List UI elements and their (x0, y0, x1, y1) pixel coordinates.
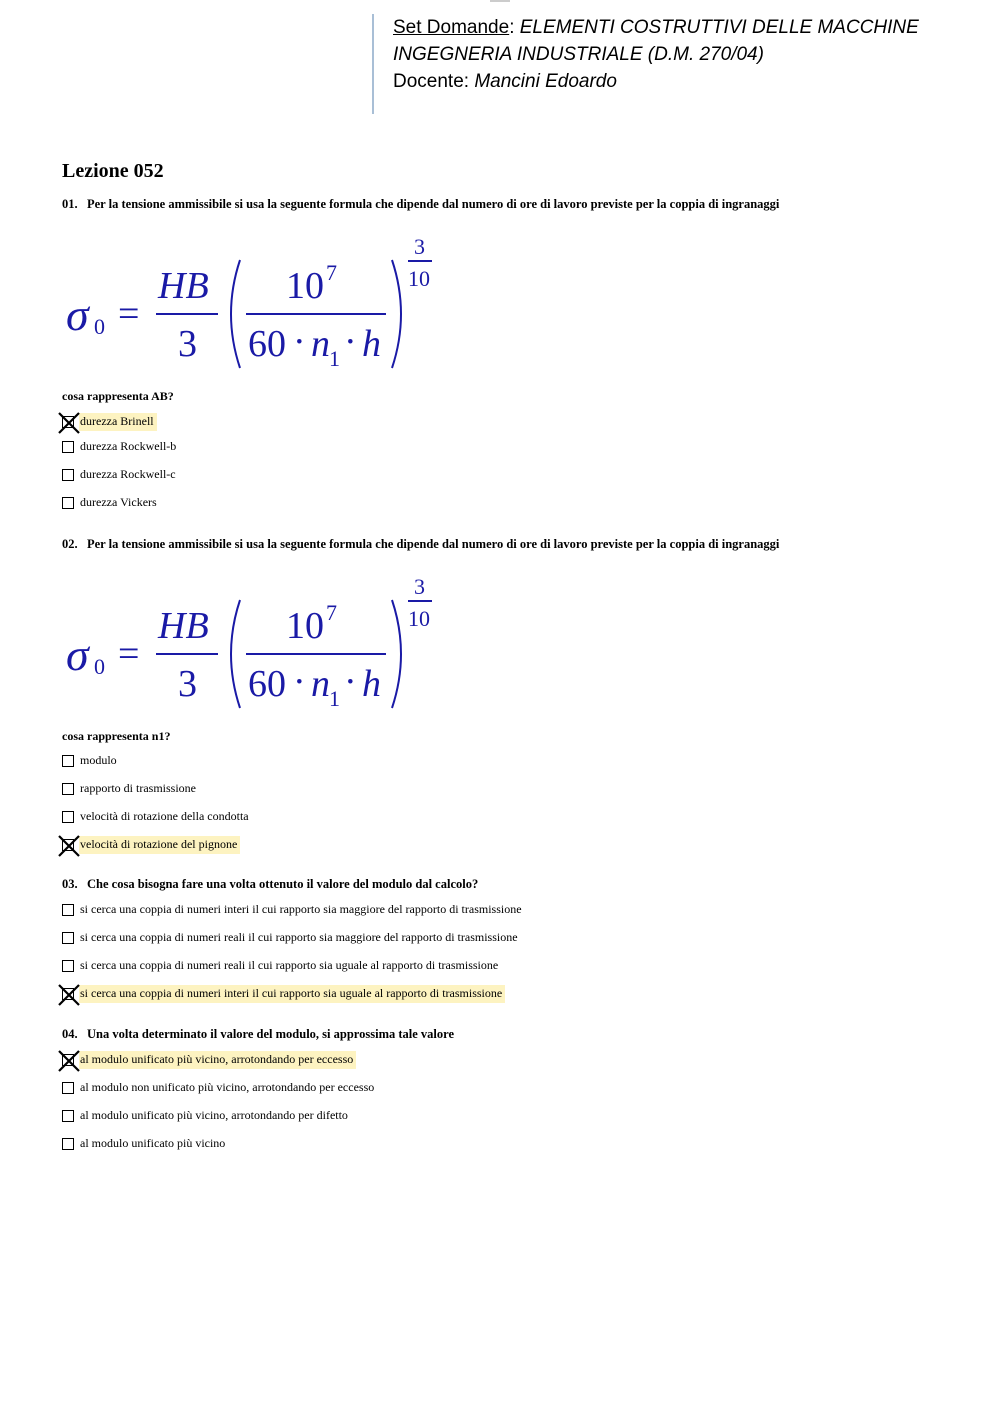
formula-equals: = (118, 633, 140, 675)
answer-label: si cerca una coppia di numeri interi il cui rapporto sia maggiore del rapporto di trasmissione (80, 902, 522, 916)
answer-checkbox[interactable] (62, 1082, 74, 1094)
formula-ten-exp: 7 (326, 600, 337, 625)
formula-sigma-sub: 0 (94, 314, 105, 339)
header-line-2 (393, 41, 952, 68)
question-number: 02. (62, 537, 78, 551)
docente-label: Docente: (393, 71, 470, 92)
answer-checkbox[interactable] (62, 1138, 74, 1150)
answer-label: al modulo unificato più vicino, arrotondando per eccesso (79, 1051, 356, 1069)
answer-option[interactable] (62, 957, 501, 975)
question-number: 04. (62, 1027, 78, 1041)
answer-checkbox[interactable] (62, 1110, 74, 1122)
answer-label: modulo (80, 753, 117, 767)
header-line-3 (393, 68, 952, 95)
answer-label: al modulo non unificato più vicino, arrotondando per eccesso (80, 1080, 375, 1094)
formula-n-sub: 1 (329, 346, 340, 371)
answer-checkbox[interactable] (62, 416, 74, 428)
check-x-icon (57, 983, 81, 1007)
header-line-1 (393, 14, 952, 41)
answer-option[interactable] (62, 752, 120, 770)
answer-checkbox[interactable] (62, 904, 74, 916)
answer-option[interactable] (62, 466, 179, 484)
formula-exp-num: 3 (414, 574, 425, 599)
formula-three: 3 (178, 663, 197, 705)
answer-option[interactable] (62, 836, 240, 854)
formula-h: h (362, 323, 381, 365)
answer-checkbox[interactable] (62, 755, 74, 767)
answer-option[interactable] (62, 1107, 351, 1125)
formula-paren-right (392, 600, 401, 708)
set-label: Set Domande (393, 17, 510, 38)
answer-label: si cerca una coppia di numeri interi il cui rapporto sia uguale al rapporto di trasmissione (79, 985, 505, 1003)
question-text: Per la tensione ammissibile si usa la seguente formula che dipende dal numero di ore di lavoro previste per la coppia di ingranaggi (87, 197, 780, 211)
formula-h: h (362, 663, 381, 705)
answer-label: al modulo unificato più vicino, arrotondando per difetto (80, 1108, 348, 1122)
formula-ten: 10 (286, 605, 324, 647)
formula-equals: = (118, 293, 140, 335)
answer-checkbox[interactable] (62, 932, 74, 944)
formula-sigma-sub: 0 (94, 654, 105, 679)
answer-option[interactable] (62, 1135, 228, 1153)
course-header (372, 14, 952, 114)
formula-image (62, 568, 442, 718)
question-text: Per la tensione ammissibile si usa la seguente formula che dipende dal numero di ore di lavoro previste per la coppia di ingranaggi (87, 537, 780, 551)
formula-exp-den: 10 (408, 606, 430, 631)
answer-checkbox[interactable] (62, 469, 74, 481)
answer-option[interactable] (62, 494, 160, 512)
formula-exp-num: 3 (414, 234, 425, 259)
answer-label: si cerca una coppia di numeri reali il cui rapporto sia maggiore del rapporto di trasmissione (80, 930, 518, 944)
formula-n: n (311, 323, 330, 365)
answer-option[interactable] (62, 413, 157, 431)
question-text: Che cosa bisogna fare una volta ottenuto il valore del modulo dal calcolo? (87, 877, 479, 891)
answer-checkbox[interactable] (62, 497, 74, 509)
formula-n-sub: 1 (329, 686, 340, 711)
answer-checkbox[interactable] (62, 441, 74, 453)
formula-paren-left (231, 260, 240, 368)
formula-sigma: σ (66, 289, 89, 340)
answer-checkbox[interactable] (62, 839, 74, 851)
question-02-sub: cosa rappresenta n1? (62, 729, 171, 743)
question-02 (62, 537, 779, 552)
answer-label: durezza Vickers (80, 495, 157, 509)
check-x-icon (57, 411, 81, 435)
formula-dot-2: · (344, 321, 357, 363)
course-title-line1: ELEMENTI COSTRUTTIVI DELLE MACCHINE (519, 17, 919, 38)
answer-label: al modulo unificato più vicino (80, 1136, 226, 1150)
formula-dot-2: · (344, 661, 357, 703)
formula-ten-exp: 7 (326, 260, 337, 285)
question-text: Una volta determinato il valore del modulo, si approssima tale valore (87, 1027, 455, 1041)
lesson-title: Lezione 052 (62, 160, 164, 182)
answer-checkbox[interactable] (62, 811, 74, 823)
answer-option[interactable] (62, 929, 521, 947)
answer-label: velocità di rotazione della condotta (80, 809, 249, 823)
course-title-line2: INGEGNERIA INDUSTRIALE (D.M. 270/04) (393, 44, 764, 65)
answer-label: velocità di rotazione del pignone (79, 836, 240, 854)
answer-checkbox[interactable] (62, 988, 74, 1000)
formula-n: n (311, 663, 330, 705)
answer-option[interactable] (62, 438, 179, 456)
formula-dot-1: · (293, 661, 306, 703)
formula-sixty: 60 (248, 663, 286, 705)
answer-option[interactable] (62, 985, 505, 1003)
answer-option[interactable] (62, 1079, 377, 1097)
answer-checkbox[interactable] (62, 783, 74, 795)
answer-label: si cerca una coppia di numeri reali il cui rapporto sia uguale al rapporto di trasmissione (80, 958, 499, 972)
question-01-sub: cosa rappresenta AB? (62, 389, 174, 403)
formula-image (62, 228, 442, 378)
answer-label: rapporto di trasmissione (80, 781, 196, 795)
question-number: 01. (62, 197, 78, 211)
answer-checkbox[interactable] (62, 1054, 74, 1066)
docente-name: Mancini Edoardo (474, 71, 617, 92)
formula-ten: 10 (286, 265, 324, 307)
check-x-icon (57, 1049, 81, 1073)
formula-hb: HB (158, 265, 209, 307)
answer-label: durezza Rockwell-b (80, 439, 177, 453)
answer-option[interactable] (62, 780, 199, 798)
answer-option[interactable] (62, 1051, 356, 1069)
top-mark (490, 0, 510, 2)
formula-sixty: 60 (248, 323, 286, 365)
answer-option[interactable] (62, 808, 252, 826)
question-04 (62, 1027, 454, 1042)
answer-option[interactable] (62, 901, 525, 919)
check-x-icon (57, 834, 81, 858)
formula-paren-right (392, 260, 401, 368)
formula-paren-left (231, 600, 240, 708)
formula-hb: HB (158, 605, 209, 647)
question-03 (62, 877, 478, 892)
answer-label: durezza Brinell (79, 413, 157, 431)
set-separator: : (509, 17, 515, 38)
formula-sigma: σ (66, 629, 89, 680)
answer-checkbox[interactable] (62, 960, 74, 972)
question-number: 03. (62, 877, 78, 891)
answer-label: durezza Rockwell-c (80, 467, 176, 481)
question-01 (62, 197, 779, 212)
formula-three: 3 (178, 323, 197, 365)
formula-dot-1: · (293, 321, 306, 363)
formula-exp-den: 10 (408, 266, 430, 291)
